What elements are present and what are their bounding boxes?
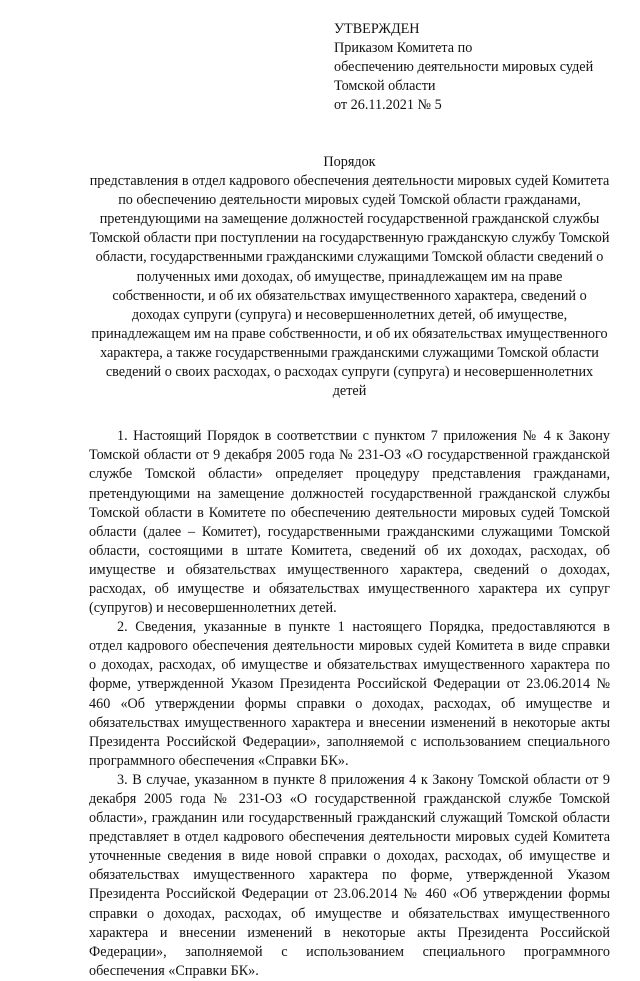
paragraph-3: 3. В случае, указанном в пункте 8 приложения 4 к Закону Томской области от 9 декабря 2005 года № 231-ОЗ «О государственной гражданской службе Томской области», гражданин или государственный гражданский служащий Томской области представляет в отдел кадрового обеспечения деятельности мировых судей Комитета уточненные сведения в виде новой справки о доходах, расходах, об имуществе и обязательствах имущественного характера по форме, утвержденной Указом Президента Российской Федерации от 23.06.2014 № 460 «Об утверждении формы справки о доходах, расходах, об имуществе и обязательствах имущественного характера и внесении изменений в некоторые акты Президента Российской Федерации», заполняемой с использованием специального программного обеспечения «Справки БК». <box>89 771 610 979</box>
approval-order-line: Приказом Комитета по <box>334 40 473 56</box>
approval-region-line: Томской области <box>334 78 436 94</box>
approval-committee-line: обеспечению деятельности мировых судей <box>334 59 594 75</box>
approval-stamp <box>334 20 610 115</box>
paragraph-2: 2. Сведения, указанные в пункте 1 настоящего Порядка, предоставляются в отдел кадрового обеспечения деятельности мировых судей Комитета в виде справки о доходах, расходах, об имуществе и обязательствах имущественного характера по форме, утвержденной Указом Президента Российской Федерации от 23.06.2014 № 460 «Об утверждении формы справки о доходах, расходах, об имуществе и обязательствах имущественного характера и внесении изменений в некоторые акты Президента Российской Федерации», заполняемой с использованием специального программного обеспечения «Справки БК». <box>89 619 610 769</box>
document-subtitle: представления в отдел кадрового обеспечения деятельности мировых судей Комитета по обеспечению деятельности мировых судей Томской области гражданами, претендующими на замещение должностей государственной гражданской службы Томской области при поступлении на государственную гражданскую службу Томской области, государственными гражданскими служащими Томской области сведений о полученных ими доходах, об имуществе, принадлежащем им на праве собственности, и об их обязательствах имущественного характера, сведений о доходах супруги (супруга) и несовершеннолетних детей, об имуществе, принадлежащем им на праве собственности, и об их обязательствах имущественного характера, а также государственными гражданскими служащими Томской области сведений о своих расходах, о расходах супруги (супруга) и несовершеннолетних детей <box>89 173 610 400</box>
approval-date-line: от 26.11.2021 № 5 <box>334 97 442 113</box>
document-title-block <box>89 153 610 401</box>
paragraph-1: 1. Настоящий Порядок в соответствии с пунктом 7 приложения № 4 к Закону Томской области от 9 декабря 2005 года № 231-ОЗ «О государственной гражданской службе Томской области» определяет процедуру представления гражданами, претендующими на замещение должностей государственной гражданской службы Томской области в Комитете по обеспечению деятельности мировых судей Томской области (далее – Комитет), государственными гражданскими служащими Томской области, состоящими в штате Комитета, сведений об их доходах, расходах, об имуществе и обязательствах имущественного характера, сведений о доходах, расходах, об имуществе и обязательствах имущественного характера их супруг (супругов) и несовершеннолетних детей. <box>89 428 610 617</box>
document-title: Порядок <box>323 154 376 170</box>
document-body <box>89 427 610 981</box>
approval-heading: УТВЕРЖДЕН <box>334 21 420 37</box>
